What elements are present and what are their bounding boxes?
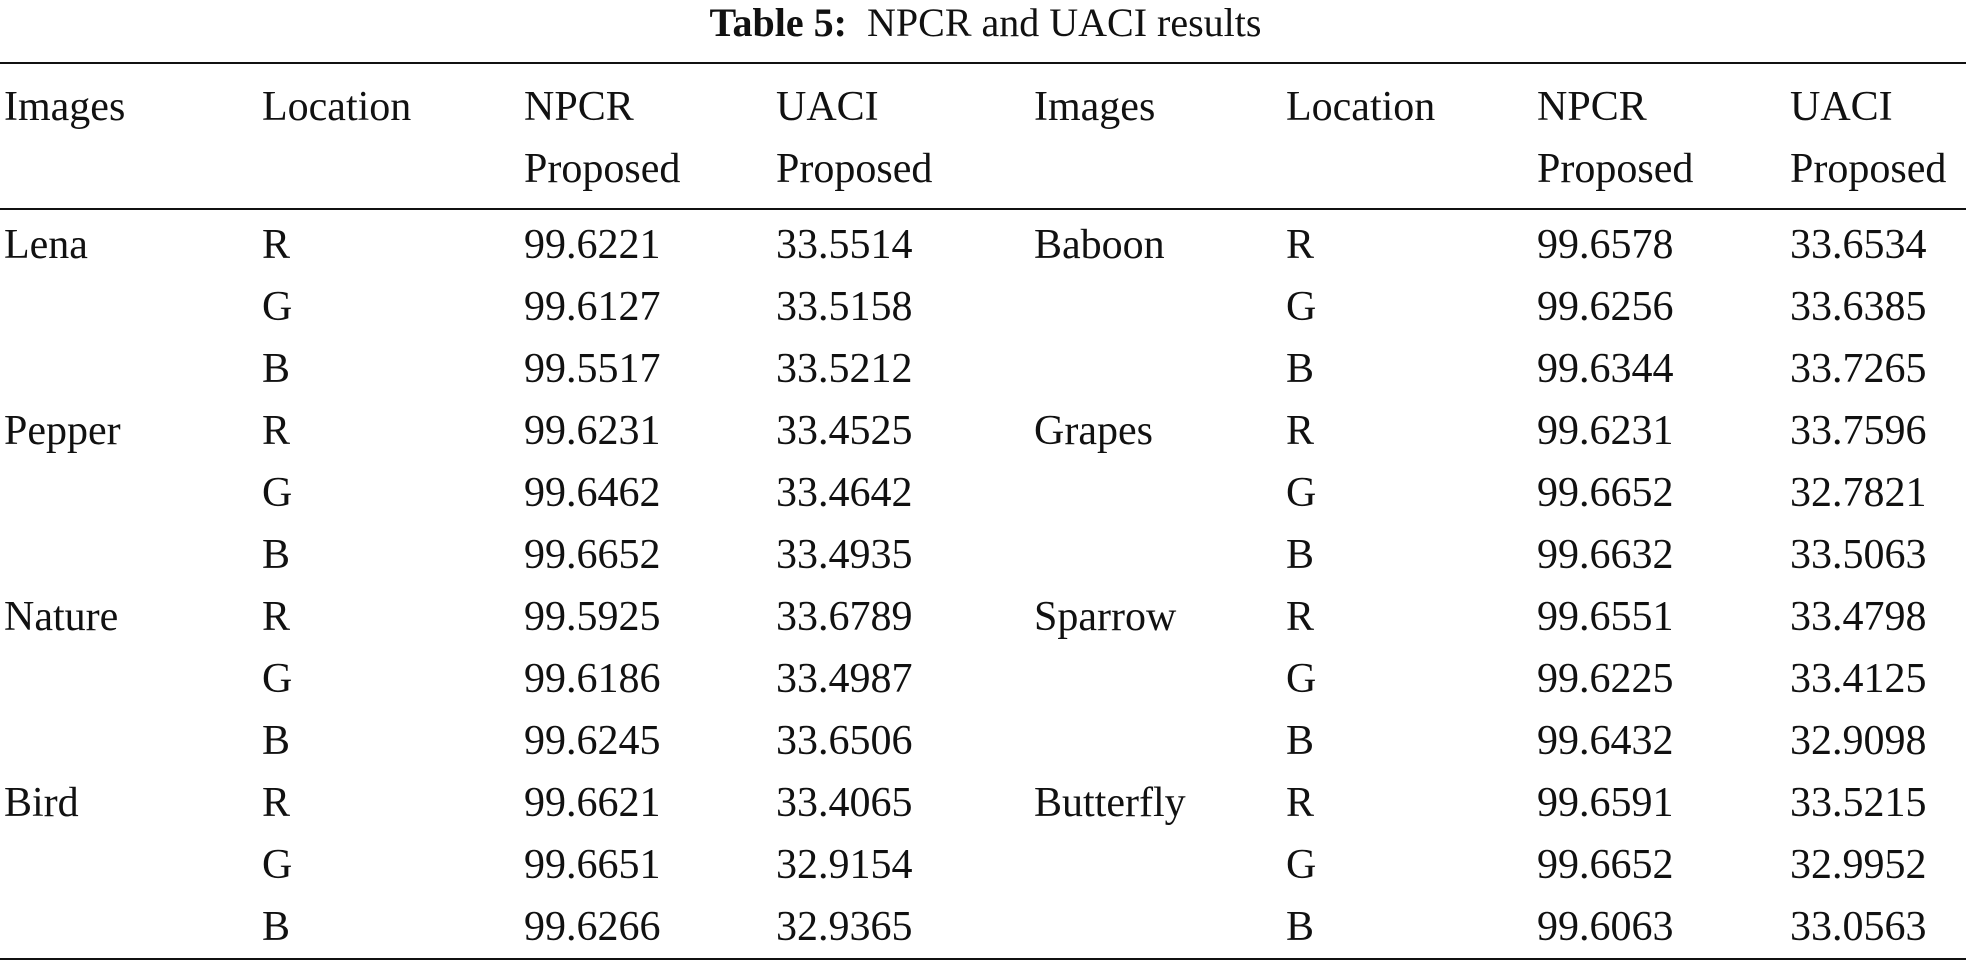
npcr-cell: 99.6551 (1537, 594, 1674, 640)
header-line-2: Proposed (1790, 146, 1947, 192)
header-line-1: Images (4, 84, 126, 130)
location-cell: B (1286, 904, 1315, 950)
image-name-cell: Baboon (1034, 222, 1165, 268)
uaci-cell: 33.6385 (1790, 284, 1927, 330)
image-name-cell: Bird (4, 780, 79, 826)
npcr-cell: 99.6462 (524, 470, 661, 516)
table-row (0, 400, 1966, 462)
image-name-cell (0, 338, 258, 400)
npcr-cell: 99.6231 (524, 408, 661, 454)
image-name-cell: Lena (4, 222, 88, 268)
npcr-cell: 99.6344 (1537, 346, 1674, 392)
image-name-cell (0, 710, 258, 772)
npcr-cell: 99.5517 (524, 346, 661, 392)
uaci-cell: 33.7265 (1790, 346, 1927, 392)
image-name-cell: Pepper (4, 408, 121, 454)
location-cell: B (1286, 346, 1315, 392)
npcr-cell: 99.6063 (1537, 904, 1674, 950)
header-row (0, 63, 1966, 209)
header-images (0, 63, 258, 209)
table-row (0, 524, 1966, 586)
uaci-cell: 33.4642 (776, 470, 913, 516)
table-row (0, 648, 1966, 710)
location-cell: R (1286, 222, 1315, 268)
uaci-cell: 33.6506 (776, 718, 913, 764)
table-row (0, 896, 1966, 959)
table-row (0, 834, 1966, 896)
npcr-cell: 99.6256 (1537, 284, 1674, 330)
image-name-cell (0, 524, 258, 586)
location-cell: R (262, 594, 291, 640)
uaci-cell: 33.4935 (776, 532, 913, 578)
table-header (0, 63, 1966, 209)
image-name-cell (0, 462, 258, 524)
header-uaci (772, 63, 1030, 209)
uaci-cell: 33.6534 (1790, 222, 1927, 268)
npcr-cell: 99.6652 (524, 532, 661, 578)
uaci-cell: 33.5514 (776, 222, 913, 268)
header-line-1: NPCR (1537, 84, 1647, 130)
uaci-cell: 32.9154 (776, 842, 913, 888)
npcr-cell: 99.6591 (1537, 780, 1674, 826)
location-cell: G (262, 842, 293, 888)
uaci-cell: 33.5158 (776, 284, 913, 330)
npcr-cell: 99.6221 (524, 222, 661, 268)
location-cell: R (1286, 408, 1315, 454)
results-table (0, 62, 1966, 960)
image-name-cell (1030, 710, 1282, 772)
image-name-cell (1030, 896, 1282, 959)
image-name-cell (1030, 524, 1282, 586)
npcr-cell: 99.5925 (524, 594, 661, 640)
uaci-cell: 33.4125 (1790, 656, 1927, 702)
table-row (0, 338, 1966, 400)
npcr-cell: 99.6652 (1537, 470, 1674, 516)
header-npcr (1533, 63, 1786, 209)
image-name-cell: Grapes (1034, 408, 1153, 454)
header-line-2: Proposed (1537, 146, 1694, 192)
location-cell: B (1286, 532, 1315, 578)
image-name-cell (1030, 338, 1282, 400)
image-name-cell (1030, 648, 1282, 710)
header-location (1282, 63, 1533, 209)
image-name-cell: Sparrow (1034, 594, 1177, 640)
location-cell: B (262, 532, 291, 578)
npcr-cell: 99.6225 (1537, 656, 1674, 702)
uaci-cell: 33.5212 (776, 346, 913, 392)
uaci-cell: 33.5215 (1790, 780, 1927, 826)
header-line-1: Images (1034, 84, 1156, 130)
image-name-cell (1030, 834, 1282, 896)
image-name-cell: Butterfly (1034, 780, 1186, 826)
table-body (0, 209, 1966, 959)
npcr-cell: 99.6632 (1537, 532, 1674, 578)
npcr-cell: 99.6432 (1537, 718, 1674, 764)
location-cell: R (262, 780, 291, 826)
uaci-cell: 33.4987 (776, 656, 913, 702)
location-cell: G (262, 284, 293, 330)
table-row (0, 710, 1966, 772)
location-cell: B (262, 346, 291, 392)
uaci-cell: 33.4065 (776, 780, 913, 826)
uaci-cell: 33.4798 (1790, 594, 1927, 640)
location-cell: G (1286, 656, 1317, 702)
location-cell: R (1286, 780, 1315, 826)
uaci-cell: 32.9952 (1790, 842, 1927, 888)
table-row (0, 586, 1966, 648)
npcr-cell: 99.6127 (524, 284, 661, 330)
uaci-cell: 33.6789 (776, 594, 913, 640)
header-line-1: Location (1286, 84, 1436, 130)
location-cell: B (262, 718, 291, 764)
image-name-cell (1030, 462, 1282, 524)
uaci-cell: 32.9098 (1790, 718, 1927, 764)
table-caption-title: NPCR and UACI results (867, 0, 1262, 45)
uaci-cell: 32.7821 (1790, 470, 1927, 516)
table-row (0, 276, 1966, 338)
table-row (0, 772, 1966, 834)
location-cell: G (1286, 284, 1317, 330)
header-uaci (1786, 63, 1966, 209)
table-row (0, 209, 1966, 276)
npcr-cell: 99.6186 (524, 656, 661, 702)
npcr-cell: 99.6578 (1537, 222, 1674, 268)
image-name-cell (0, 648, 258, 710)
location-cell: R (262, 222, 291, 268)
image-name-cell (0, 276, 258, 338)
image-name-cell (0, 834, 258, 896)
image-name-cell (1030, 276, 1282, 338)
npcr-cell: 99.6652 (1537, 842, 1674, 888)
header-line-1: Location (262, 84, 412, 130)
image-name-cell: Nature (4, 594, 119, 640)
header-images (1030, 63, 1282, 209)
npcr-cell: 99.6245 (524, 718, 661, 764)
header-line-2: Proposed (776, 146, 933, 192)
npcr-cell: 99.6231 (1537, 408, 1674, 454)
header-line-1: UACI (776, 84, 879, 130)
uaci-cell: 33.7596 (1790, 408, 1927, 454)
location-cell: R (262, 408, 291, 454)
location-cell: G (262, 656, 293, 702)
npcr-cell: 99.6651 (524, 842, 661, 888)
location-cell: B (262, 904, 291, 950)
uaci-cell: 33.0563 (1790, 904, 1927, 950)
uaci-cell: 33.5063 (1790, 532, 1927, 578)
image-name-cell (0, 896, 258, 959)
npcr-cell: 99.6621 (524, 780, 661, 826)
location-cell: B (1286, 718, 1315, 764)
location-cell: R (1286, 594, 1315, 640)
uaci-cell: 33.4525 (776, 408, 913, 454)
table-row (0, 462, 1966, 524)
header-npcr (520, 63, 772, 209)
table-caption (0, 0, 1971, 46)
location-cell: G (1286, 842, 1317, 888)
header-line-2: Proposed (524, 146, 681, 192)
location-cell: G (1286, 470, 1317, 516)
header-line-1: UACI (1790, 84, 1893, 130)
location-cell: G (262, 470, 293, 516)
uaci-cell: 32.9365 (776, 904, 913, 950)
table-caption-label: Table 5: (709, 0, 847, 45)
npcr-cell: 99.6266 (524, 904, 661, 950)
header-line-1: NPCR (524, 84, 634, 130)
header-location (258, 63, 520, 209)
